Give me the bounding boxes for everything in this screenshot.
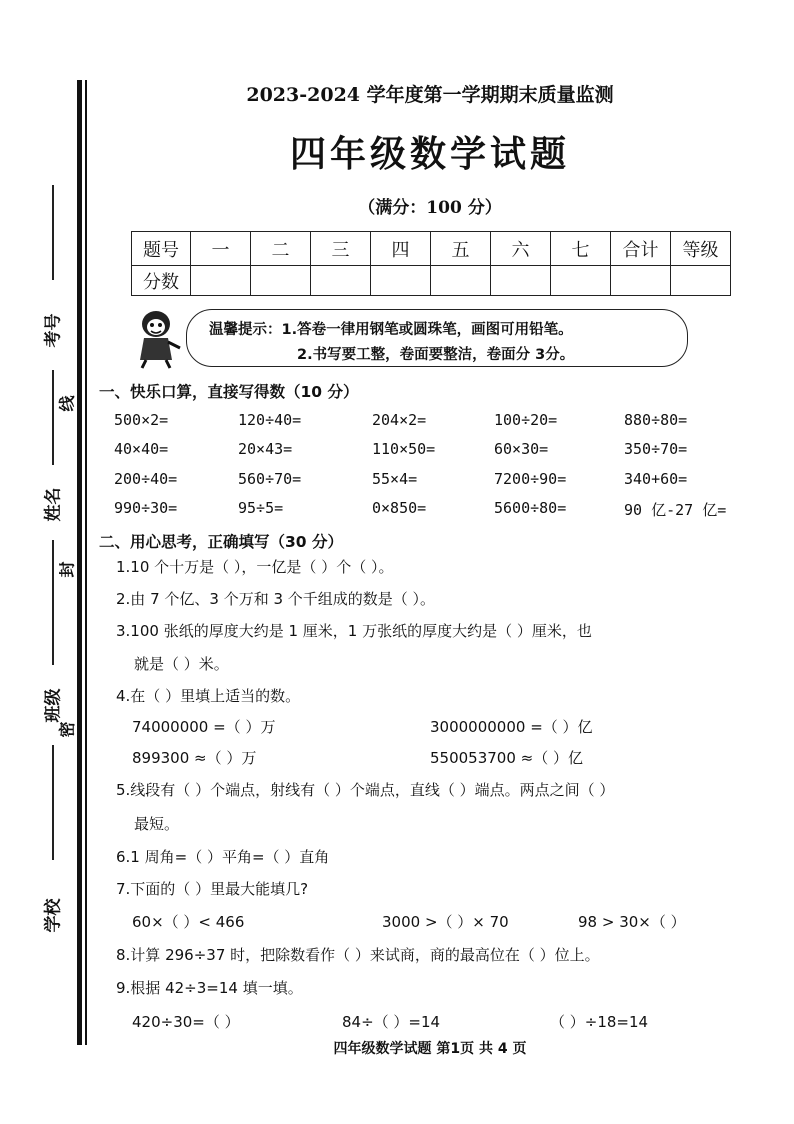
page-footer: 四年级数学试题 第1页 共 4 页 [333, 1041, 527, 1057]
class-label: 班级 [43, 688, 64, 723]
score-header-cell: 二 [251, 232, 311, 266]
name-blank[interactable] [52, 370, 54, 465]
oral-calc-item: 5600÷80= [494, 499, 567, 517]
score-header-cell: 题号 [132, 232, 191, 266]
question-9-item: 420÷30=（ ） [132, 1013, 240, 1031]
score-cell[interactable] [191, 266, 251, 296]
oral-calc-item: 120÷40= [238, 411, 302, 429]
score-header-cell: 等级 [671, 232, 731, 266]
oral-calc-item: 880÷80= [624, 411, 688, 429]
oral-calc-item: 55×4= [372, 470, 418, 488]
score-cell[interactable] [371, 266, 431, 296]
question-5-cont: 最短。 [134, 815, 180, 833]
score-header-cell: 六 [491, 232, 551, 266]
seal-char-feng: 封 [57, 561, 77, 578]
score-header-cell: 一 [191, 232, 251, 266]
class-blank-upper[interactable] [52, 540, 54, 665]
score-cell[interactable] [551, 266, 611, 296]
question-4-item: 74000000 =（ ）万 [132, 718, 276, 736]
oral-calc-item: 500×2= [114, 411, 169, 429]
oral-calc-item: 200÷40= [114, 470, 178, 488]
question-7-item: 60×（ ）< 466 [132, 913, 245, 931]
oral-calc-item: 100÷20= [494, 411, 558, 429]
oral-calc-item: 0×850= [372, 499, 427, 517]
oral-calc-item: 40×40= [114, 440, 169, 458]
score-cell[interactable] [251, 266, 311, 296]
oral-calc-item: 90 亿-27 亿= [624, 501, 727, 519]
score-header-cell: 七 [551, 232, 611, 266]
question-4-item: 550053700 ≈（ ）亿 [430, 749, 583, 767]
question-5: 5.线段有（ ）个端点，射线有（ ）个端点，直线（ ）端点。两点之间（ ） [116, 781, 615, 799]
year-title: 2023-2024 学年度第一学期期末质量监测 [246, 84, 614, 106]
oral-calc-item: 20×43= [238, 440, 293, 458]
score-header-cell: 四 [371, 232, 431, 266]
question-7-item: 3000 >（ ）× 70 [382, 913, 509, 931]
tip-line-2: 2.书写要工整，卷面要整洁，卷面分 3分。 [297, 347, 575, 363]
question-3-cont: 就是（ ）米。 [134, 655, 229, 673]
oral-calc-item: 110×50= [372, 440, 436, 458]
question-8: 8.计算 296÷37 时，把除数看作（ ）来试商，商的最高位在（ ）位上。 [116, 946, 600, 964]
oral-calc-item: 204×2= [372, 411, 427, 429]
school-blank[interactable] [52, 745, 54, 860]
seal-char-line: 线 [57, 395, 77, 412]
oral-calc-item: 95÷5= [238, 499, 284, 517]
section-1-title: 一、快乐口算，直接写得数（10 分） [99, 383, 359, 401]
score-cell[interactable] [311, 266, 371, 296]
score-cell[interactable] [431, 266, 491, 296]
score-cell[interactable] [671, 266, 731, 296]
oral-calc-item: 990÷30= [114, 499, 178, 517]
section-2-title: 二、用心思考，正确填写（30 分） [99, 533, 343, 551]
binding-thin-line [85, 80, 87, 1045]
exam-no-label: 考号 [43, 313, 64, 348]
question-2: 2.由 7 个亿、3 个万和 3 个千组成的数是（ ）。 [116, 590, 436, 608]
score-cell[interactable] [491, 266, 551, 296]
question-9: 9.根据 42÷3=14 填一填。 [116, 979, 303, 997]
question-9-item: 84÷（ ）=14 [342, 1013, 441, 1031]
question-7: 7.下面的（ ）里最大能填几? [116, 880, 309, 898]
question-6: 6.1 周角=（ ）平角=（ ）直角 [116, 848, 330, 866]
binding-thick-line [77, 80, 82, 1045]
seal-char-mi: 密 [57, 721, 77, 738]
mascot-icon [132, 308, 184, 370]
oral-calc-item: 560÷70= [238, 470, 302, 488]
question-9-item: （ ）÷18=14 [550, 1013, 649, 1031]
question-3: 3.100 张纸的厚度大约是 1 厘米，1 万张纸的厚度大约是（ ）厘米，也 [116, 622, 592, 640]
oral-calc-item: 7200÷90= [494, 470, 567, 488]
tip-line-1: 温馨提示：1.答卷一律用钢笔或圆珠笔，画图可用铅笔。 [209, 322, 573, 338]
question-4: 4.在（ ）里填上适当的数。 [116, 687, 301, 705]
main-title: 四年级数学试题 [289, 134, 570, 175]
score-row-label: 分数 [132, 266, 191, 296]
score-header-cell: 合计 [611, 232, 671, 266]
score-header-cell: 三 [311, 232, 371, 266]
question-7-item: 98 > 30×（ ） [578, 913, 686, 931]
score-table [131, 231, 731, 296]
question-4-item: 3000000000 =（ ）亿 [430, 718, 593, 736]
score-header-cell: 五 [431, 232, 491, 266]
oral-calc-item: 350÷70= [624, 440, 688, 458]
score-cell[interactable] [611, 266, 671, 296]
question-4-item: 899300 ≈（ ）万 [132, 749, 257, 767]
oral-calc-item: 340+60= [624, 470, 688, 488]
school-label: 学校 [43, 898, 64, 933]
name-label: 姓名 [43, 487, 64, 522]
full-score: （满分：100 分） [358, 198, 502, 218]
question-1: 1.10 个十万是（ ），一亿是（ ）个（ ）。 [116, 558, 394, 576]
oral-calc-item: 60×30= [494, 440, 549, 458]
